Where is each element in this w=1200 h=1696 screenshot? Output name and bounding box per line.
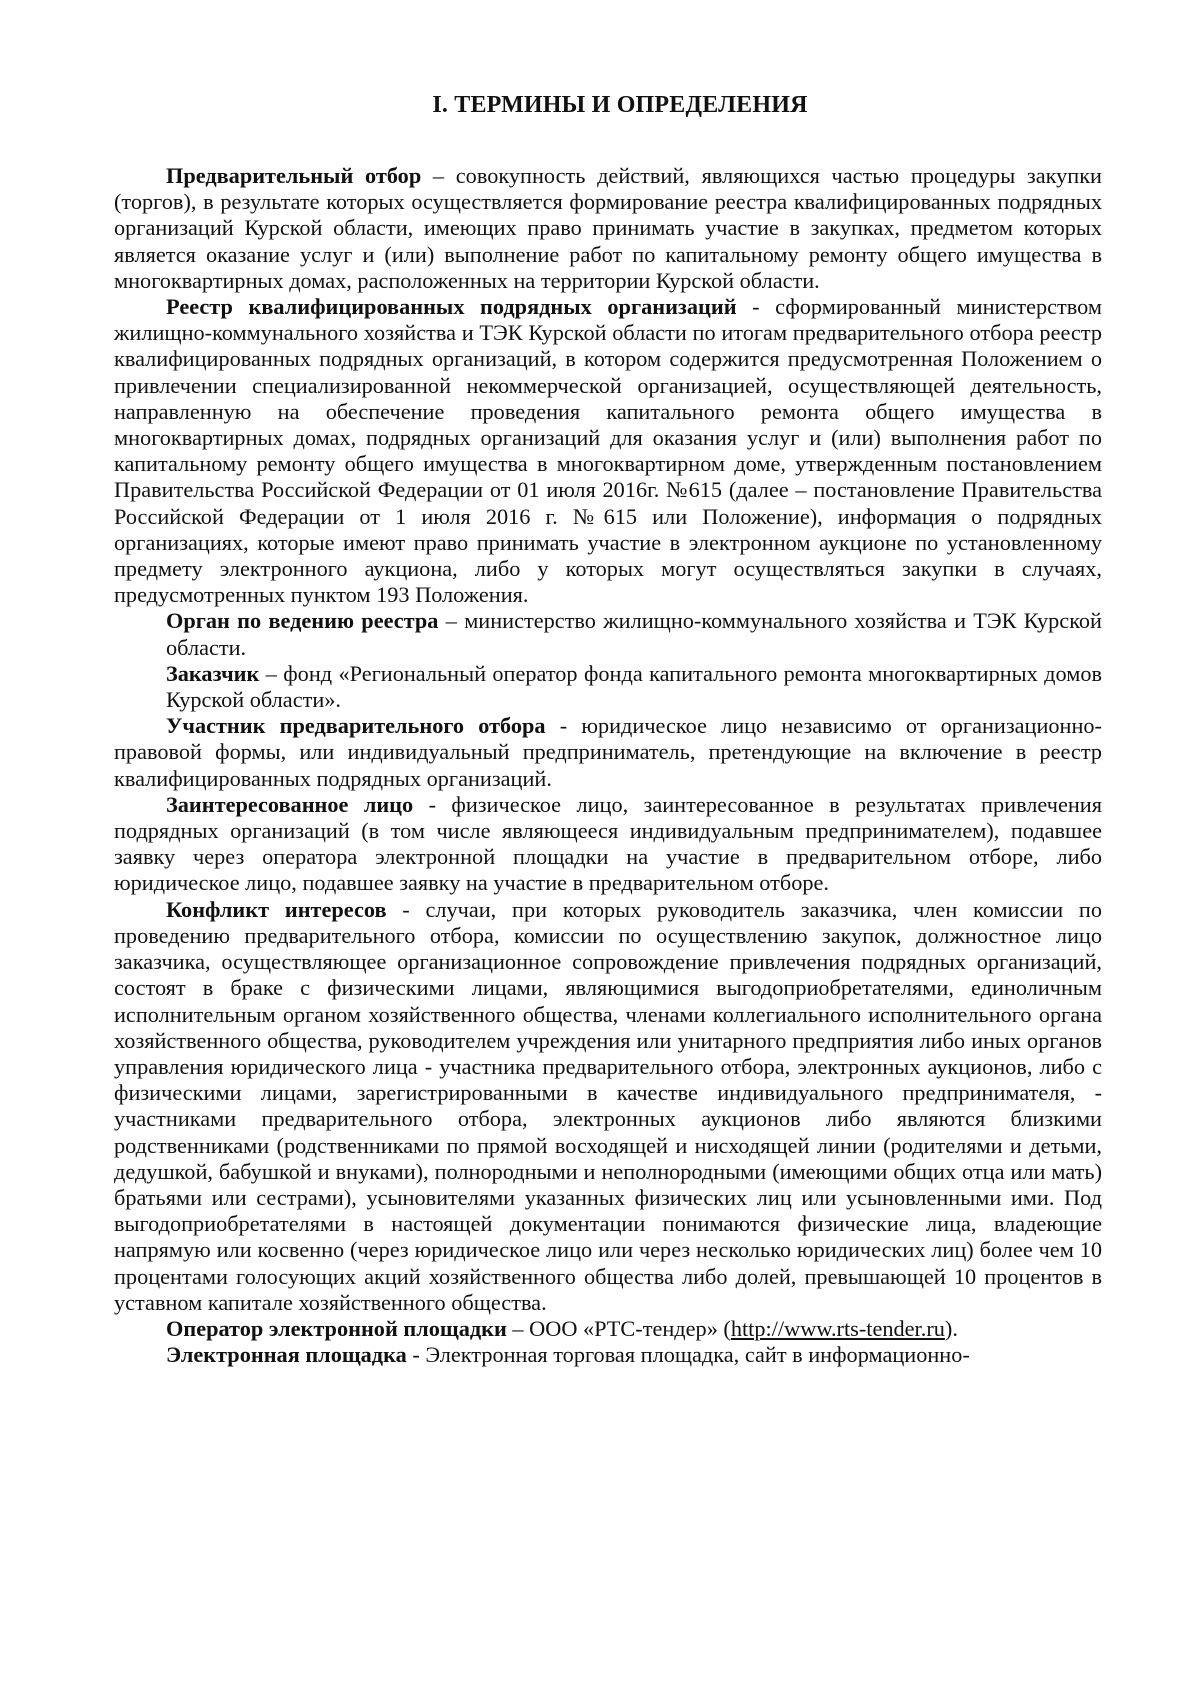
definition-text: - Электронная торговая площадка, сайт в информационно-	[406, 1342, 970, 1368]
operator-website-link[interactable]: http://www.rts-tender.ru	[730, 1315, 945, 1341]
definition-term: Участник предварительного отбора	[166, 713, 546, 739]
definition-registry-body	[114, 608, 1102, 660]
definition-text: – совокупность действий, являющихся частью процедуры закупки (торгов), в результате которых осуществляется формирование реестра квалифицированных подрядных организаций Курской области, имеющих право принимать участие в закупках, предметом которых является оказание услуг и (или) выполнение работ по капитальному ремонту общего имущества в многоквартирных домах, расположенных на территории Курской области.	[114, 163, 1102, 293]
definition-text: – фонд «Региональный оператор фонда капитального ремонта многоквартирных домов Курской области».	[166, 660, 1102, 713]
section-title: I. ТЕРМИНЫ И ОПРЕДЕЛЕНИЯ	[432, 92, 808, 118]
definition-text: - случаи, при которых руководитель заказчика, член комиссии по проведению предварительного отбора, комиссии по осуществлению закупок, должностное лицо заказчика, осуществляющее организационное сопровождение привлечения подрядных организаций, состоят в браке с физическими лицами, являющимися выгодоприобретателями, единоличным исполнительным органом хозяйственного общества, членами коллегиального исполнительного органа хозяйственного общества, руководителем учреждения или унитарного предприятия либо иных органов управления юридического лица - участника предварительного отбора, электронных аукционов, либо с физическими лицами, зарегистрированными в качестве индивидуального предпринимателя, - участниками предварительного отбора, электронных аукционов либо являются близкими родственниками (родственниками по прямой восходящей и нисходящей линии (родителями и детьми, дедушкой, бабушкой и внуками), полнородными и неполнородными (имеющими общих отца или мать) братьями или сестрами), усыновителями указанных физических лиц или усыновленными ими. Под выгодоприобретателями в настоящей документации понимаются физические лица, владеющие напрямую или косвенно (через юридическое лицо или через несколько юридических лиц) более чем 10 процентами голосующих акций хозяйственного общества либо долей, превышающей 10 процентов в уставном капитале хозяйственного общества.	[114, 896, 1102, 1315]
definition-customer	[114, 661, 1102, 713]
definition-text: - сформированный министерством жилищно-коммунального хозяйства и ТЭК Курской области по итогам предварительного отбора реестр квалифицированных подрядных организаций, в котором содержится предусмотренная Положением о привлечении специализированной некоммерческой организацией, осуществляющей деятельность, направленную на обеспечение проведения капитального ремонта общего имущества в многоквартирных домах, подрядных организаций для оказания услуг и (или) выполнения работ по капитальному ремонту общего имущества в многоквартирном доме, утвержденным постановлением Правительства Российской Федерации от 01 июля 2016г. №615 (далее – постановление Правительства Российской Федерации от 1 июля 2016 г. №615 или Положение), информация о подрядных организациях, которые имеют право принимать участие в электронном аукционе по установленному предмету электронного аукциона, либо у которых могут осуществляться закупки в случаях, предусмотренных пунктом 193 Положения.	[114, 294, 1102, 608]
definition-text-after: ).	[944, 1315, 958, 1341]
definition-term: Орган по ведению реестра	[166, 608, 439, 634]
definition-text: – ООО «РТС-тендер» (	[506, 1315, 731, 1341]
definition-participant	[114, 713, 1102, 792]
definition-text: - физическое лицо, заинтересованное в результатах привлечения подрядных организаций (в том числе являющееся индивидуальным предпринимателем), подавшее заявку через оператора электронной площадки на участие в предварительном отборе, либо юридическое лицо, подавшее заявку на участие в предварительном отборе.	[114, 791, 1102, 896]
definition-term: Предварительный отбор	[166, 163, 422, 188]
definition-term: Реестр квалифицированных подрядных организаций	[166, 294, 737, 320]
definition-conflict-of-interest	[114, 897, 1102, 1316]
definition-term: Электронная площадка	[166, 1342, 407, 1368]
definition-interested-person	[114, 792, 1102, 897]
definition-platform-operator	[114, 1316, 1102, 1342]
definition-text: – министерство жилищно-коммунального хозяйства и ТЭК Курской области.	[166, 608, 1102, 660]
definition-term: Конфликт интересов	[166, 896, 387, 922]
definition-term: Оператор электронной площадки	[166, 1315, 507, 1341]
definition-electronic-platform	[114, 1342, 1102, 1368]
definition-term: Заинтересованное лицо	[166, 791, 414, 817]
definition-text: - юридическое лицо независимо от организационно-правовой формы, или индивидуальный предприниматель, претендующие на включение в реестр квалифицированных подрядных организаций.	[114, 713, 1102, 791]
definition-registry	[114, 294, 1102, 608]
definition-term: Заказчик	[166, 660, 260, 686]
definition-preliminary-selection	[114, 163, 1102, 294]
